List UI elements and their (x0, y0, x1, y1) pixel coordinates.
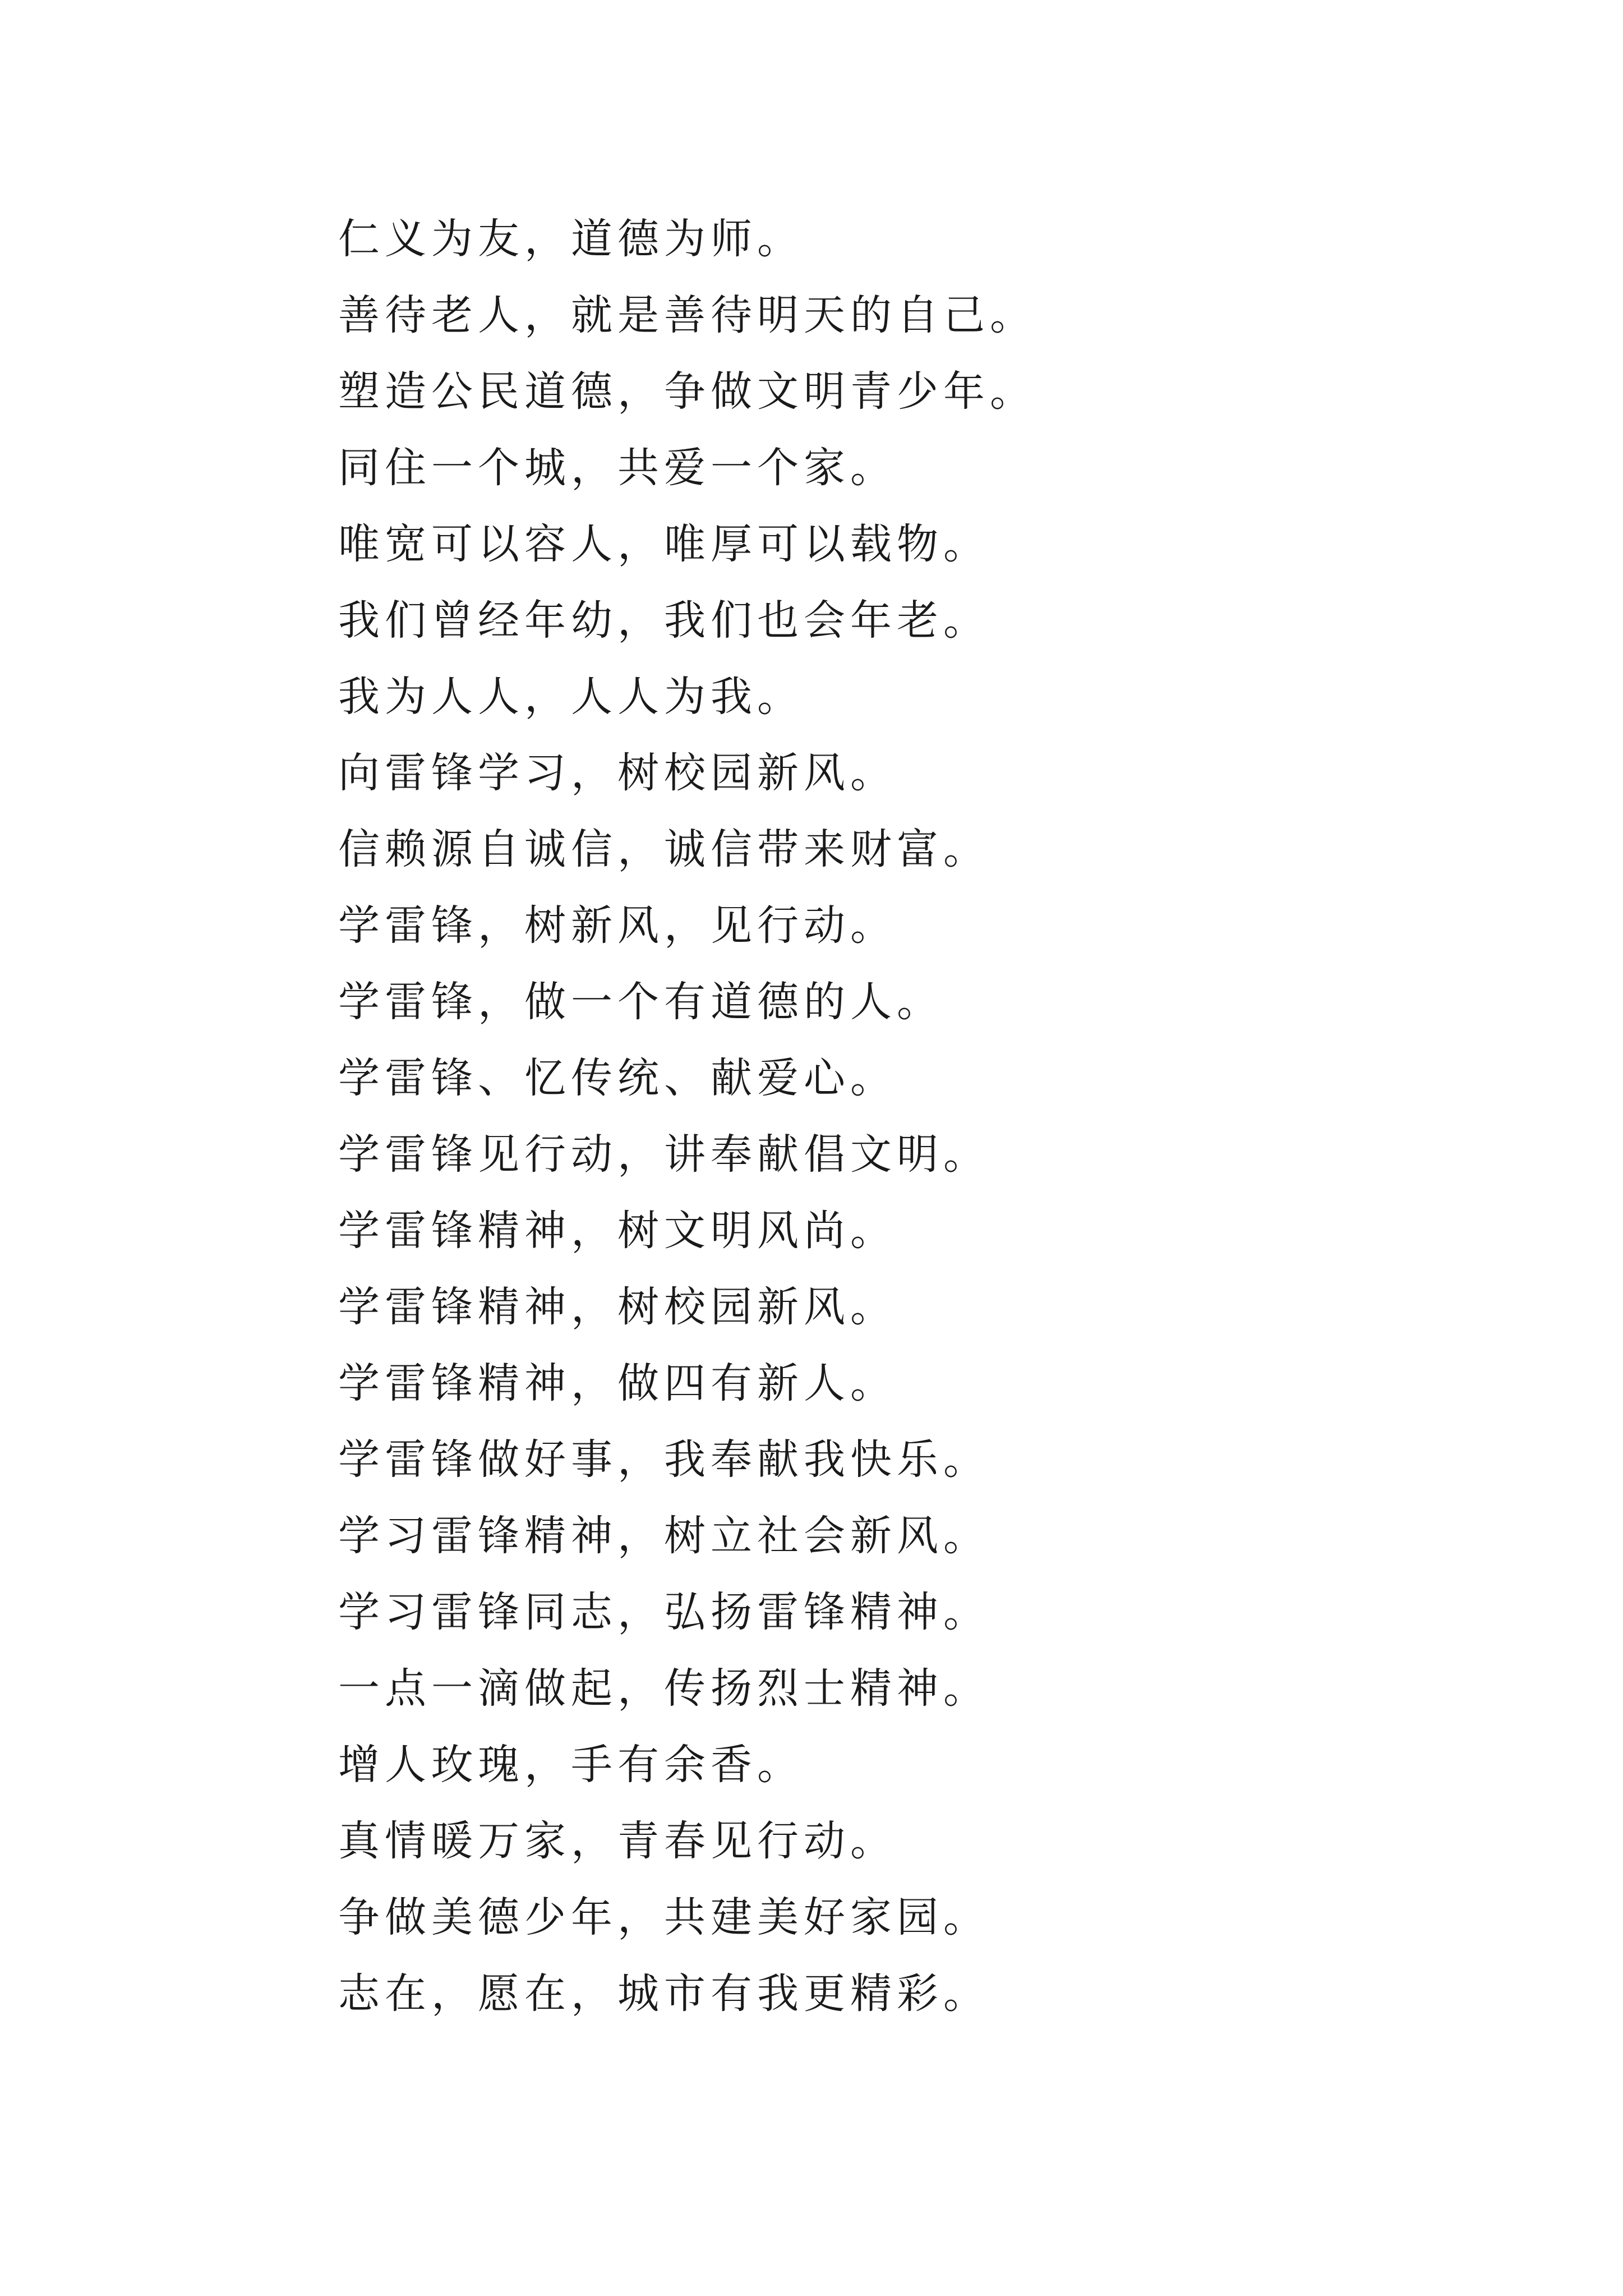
slogan-line: 学雷锋、忆传统、献爱心。 (338, 1054, 897, 1102)
slogan-line: 学雷锋，做一个有道德的人。 (338, 978, 943, 1026)
slogan-line: 向雷锋学习，树校园新风。 (338, 749, 897, 797)
slogan-line: 同住一个城，共爱一个家。 (338, 444, 897, 492)
slogan-line: 信赖源自诚信，诚信带来财富。 (338, 825, 990, 873)
slogan-line: 一点一滴做起，传扬烈士精神。 (338, 1664, 990, 1713)
slogan-line: 学雷锋精神，树校园新风。 (338, 1283, 897, 1331)
slogan-line: 志在，愿在，城市有我更精彩。 (338, 1970, 990, 2018)
slogan-line: 我们曾经年幼，我们也会年老。 (338, 596, 990, 645)
slogan-line: 学雷锋见行动，讲奉献倡文明。 (338, 1130, 990, 1179)
slogan-line: 学雷锋做好事，我奉献我快乐。 (338, 1435, 990, 1484)
slogan-line: 争做美德少年，共建美好家园。 (338, 1893, 990, 1941)
slogan-line: 增人玫瑰，手有余香。 (338, 1741, 804, 1789)
slogan-line: 唯宽可以容人，唯厚可以载物。 (338, 520, 990, 568)
slogan-list (338, 201, 1036, 2032)
slogan-line: 学雷锋精神，树文明风尚。 (338, 1207, 897, 1255)
slogan-line: 学习雷锋同志，弘扬雷锋精神。 (338, 1588, 990, 1636)
slogan-line: 真情暖万家，青春见行动。 (338, 1817, 897, 1865)
slogan-line: 塑造公民道德，争做文明青少年。 (338, 367, 1036, 416)
slogan-line: 学雷锋精神，做四有新人。 (338, 1359, 897, 1407)
slogan-line: 学习雷锋精神，树立社会新风。 (338, 1512, 990, 1560)
slogan-line: 学雷锋，树新风，见行动。 (338, 901, 897, 950)
slogan-line: 善待老人，就是善待明天的自己。 (338, 291, 1036, 339)
slogan-line: 仁义为友，道德为师。 (338, 215, 804, 263)
slogan-line: 我为人人，人人为我。 (338, 673, 804, 721)
